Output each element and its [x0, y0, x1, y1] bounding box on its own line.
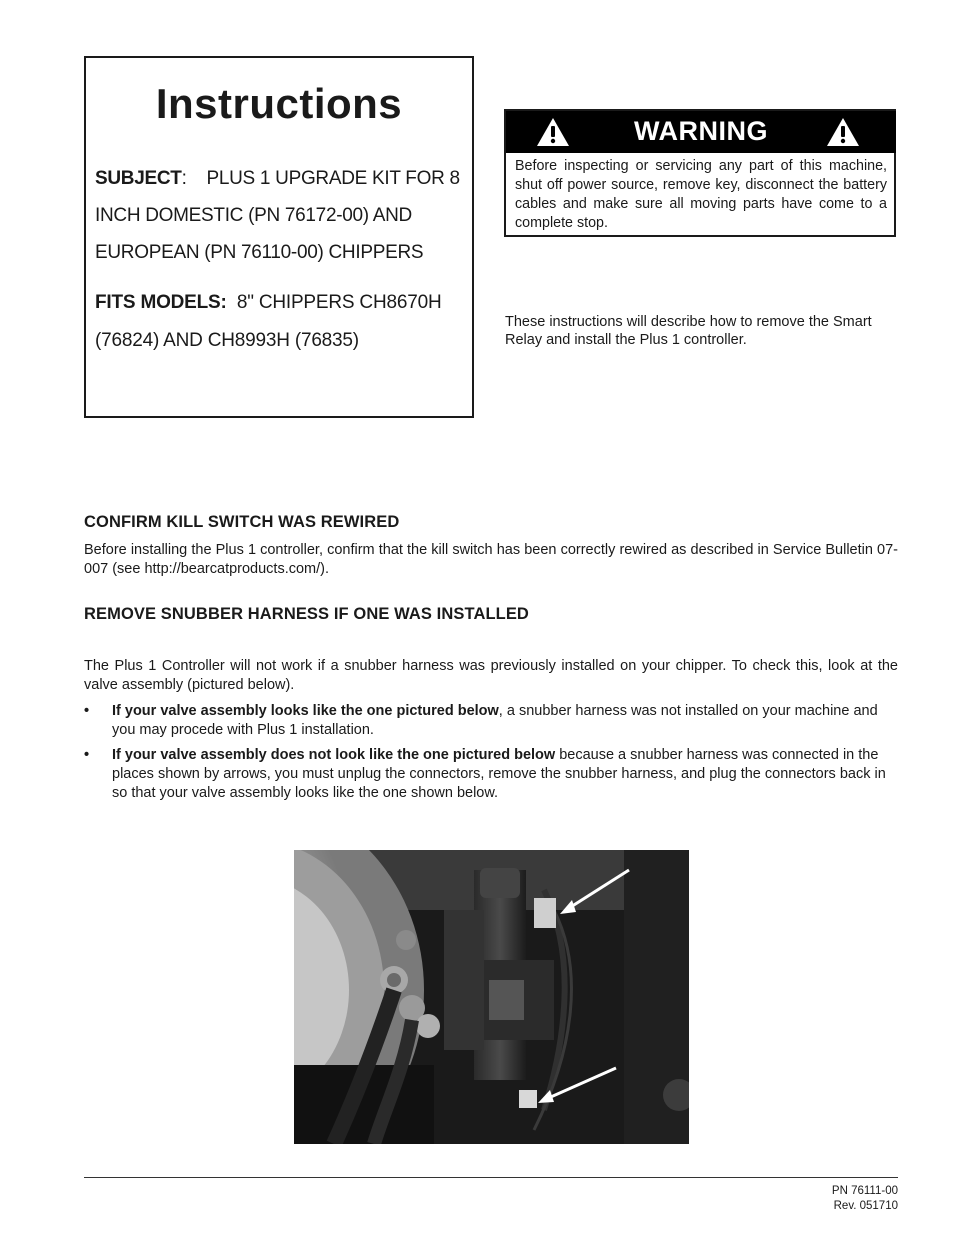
valve-assembly-illustration [294, 850, 689, 1144]
section-heading-kill-switch: CONFIRM KILL SWITCH WAS REWIRED [84, 513, 400, 531]
part-number: PN 76111-00 [831, 1185, 898, 1197]
bullet-dot: • [84, 703, 90, 719]
valve-assembly-photo [294, 850, 689, 1144]
page-title: Instructions [155, 80, 403, 127]
footer-divider [84, 1177, 898, 1178]
bullet-item [84, 746, 898, 803]
subject-label: SUBJECT [95, 168, 182, 189]
title-box [84, 56, 474, 418]
bullet-bold-text: If your valve assembly does not look like the one pictured below [112, 747, 556, 763]
intro-text: These instructions will describe how to remove the Smart Relay and install the Plus 1 controller. [505, 314, 872, 348]
footer [832, 1184, 898, 1214]
bullet-text: because a snubber harness was connected in the places shown by arrows, you must unplug the connectors, remove the snubber harness, and plug the connectors back in so that your valve assembly looks like the one shown below. [112, 747, 886, 801]
warning-header [506, 111, 896, 153]
bullet-bold-text: If your valve assembly looks like the one pictured below [112, 703, 499, 719]
fits-models-label: FITS MODELS: [95, 292, 227, 313]
section-heading-snubber: REMOVE SNUBBER HARNESS IF ONE WAS INSTALLED [84, 605, 529, 623]
warning-triangle-icon [826, 117, 860, 147]
section-body-snubber: The Plus 1 Controller will not work if a snubber harness was previously installed on your chipper. To check this, look at the valve assembly (pictured below). [84, 658, 898, 693]
subject-colon: : [181, 168, 187, 189]
subject-block [95, 160, 467, 271]
warning-box [504, 109, 896, 237]
fits-models-text: 8" CHIPPERS CH8670H (76824) AND CH8993H (76835) [95, 292, 442, 351]
warning-text: Before inspecting or servicing any part of this machine, shut off power source, remove key, disconnect the battery cables and make sure all moving parts have come to a complete stop. [515, 158, 887, 231]
warning-title: WARNING [634, 116, 768, 146]
bullet-dot: • [84, 747, 90, 763]
bullet-text: , a snubber harness was not installed on your machine and you may procede with Plus 1 installation. [112, 703, 878, 738]
subject-text: PLUS 1 UPGRADE KIT FOR 8 INCH DOMESTIC (PN 76172-00) AND EUROPEAN (PN 76110-00) CHIPPERS [95, 168, 460, 263]
fits-models-block [95, 284, 467, 360]
revision: Rev. 051710 [833, 1200, 898, 1212]
bullet-item [84, 702, 898, 740]
section-body-kill-switch: Before installing the Plus 1 controller, confirm that the kill switch has been correctly rewired as described in Service Bulletin 07-007 (see http://bearcatproducts.com/). [84, 542, 898, 577]
